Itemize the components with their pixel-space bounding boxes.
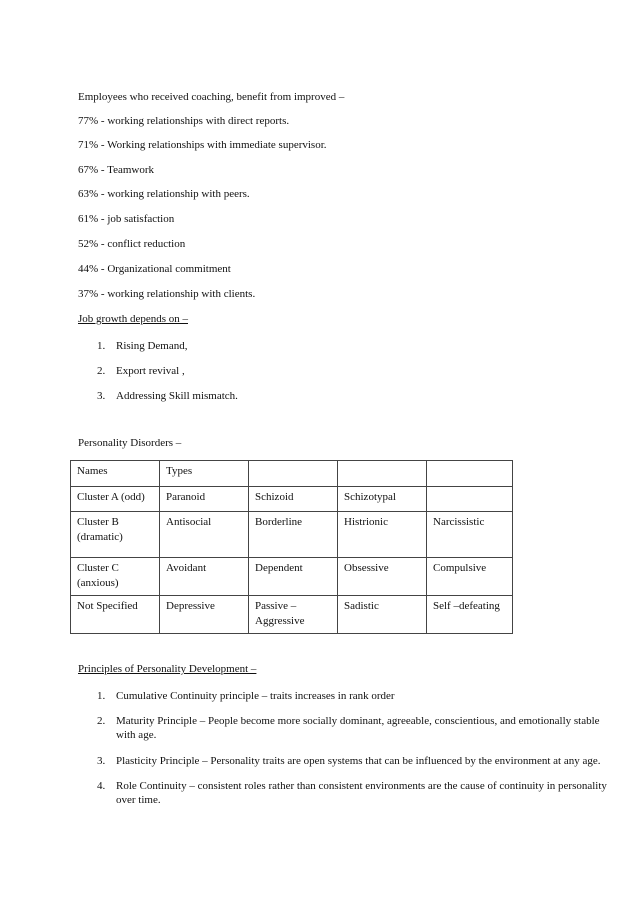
table-cell: Cluster C (anxious) [71, 558, 160, 596]
list-text: Export revival , [116, 365, 185, 377]
personality-disorders-heading: Personality Disorders – [78, 437, 182, 449]
list-number: 1. [97, 690, 106, 702]
list-text: Cumulative Continuity principle – traits increases in rank order [116, 690, 395, 702]
list-number: 4. [97, 780, 106, 792]
table-cell: Dependent [249, 558, 338, 596]
list-number: 2. [97, 365, 106, 377]
list-text: Role Continuity – consistent roles rather than consistent environments are the cause of continuity in personality over time. [116, 780, 607, 806]
table-cell: Compulsive [427, 558, 513, 596]
table-cell: Cluster B (dramatic) [71, 512, 160, 558]
list-text: Rising Demand, [116, 340, 188, 352]
table-cell: Types [160, 461, 249, 487]
table-cell: Narcissistic [427, 512, 513, 558]
table-cell: Avoidant [160, 558, 249, 596]
list-text: Maturity Principle – People become more socially dominant, agreeable, conscientious, and emotionally stable with age. [116, 715, 600, 741]
table-cell [427, 487, 513, 512]
job-growth-heading: Job growth depends on – [78, 313, 188, 325]
list-number: 2. [97, 715, 106, 727]
coaching-stat: 37% - working relationship with clients. [78, 288, 256, 300]
coaching-stat: 71% - Working relationships with immediate supervisor. [78, 139, 327, 151]
table-row [71, 558, 513, 596]
personality-disorders-table [70, 460, 513, 634]
list-number: 1. [97, 340, 106, 352]
list-number: 3. [97, 390, 106, 402]
table-row [71, 512, 513, 558]
list-text: Addressing Skill mismatch. [116, 390, 238, 402]
coaching-stat: 67% - Teamwork [78, 164, 155, 176]
table-cell: Borderline [249, 512, 338, 558]
table-cell: Sadistic [338, 596, 427, 634]
coaching-stat: 61% - job satisfaction [78, 213, 175, 225]
coaching-intro: Employees who received coaching, benefit from improved – [78, 91, 345, 103]
coaching-stat: 44% - Organizational commitment [78, 263, 231, 275]
table-cell: Passive – Aggressive [249, 596, 338, 634]
table-row [71, 487, 513, 512]
table-cell: Schizoid [249, 487, 338, 512]
table-cell [427, 461, 513, 487]
table-cell: Histrionic [338, 512, 427, 558]
table-cell: Not Specified [71, 596, 160, 634]
list-number: 3. [97, 755, 106, 767]
table-cell: Obsessive [338, 558, 427, 596]
coaching-stat: 52% - conflict reduction [78, 238, 186, 250]
table-row [71, 596, 513, 634]
table-cell [338, 461, 427, 487]
table-cell: Names [71, 461, 160, 487]
table-cell [249, 461, 338, 487]
table-cell: Self –defeating [427, 596, 513, 634]
list-text: Plasticity Principle – Personality traits are open systems that can be influenced by the environment at any age. [116, 755, 601, 767]
coaching-stat: 77% - working relationships with direct reports. [78, 115, 290, 127]
table-cell: Cluster A (odd) [71, 487, 160, 512]
table-cell: Antisocial [160, 512, 249, 558]
table-row [71, 461, 513, 487]
table-cell: Depressive [160, 596, 249, 634]
table-cell: Schizotypal [338, 487, 427, 512]
table-cell: Paranoid [160, 487, 249, 512]
coaching-stat: 63% - working relationship with peers. [78, 188, 250, 200]
principles-heading: Principles of Personality Development – [78, 663, 257, 675]
